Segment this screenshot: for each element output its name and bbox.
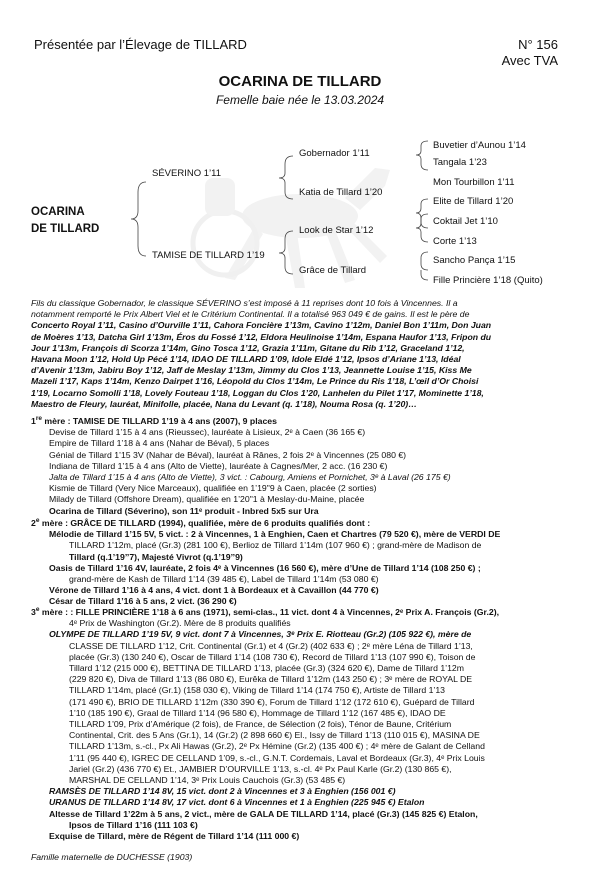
first-dam-heading-num: 1 [31, 415, 36, 426]
intro-line: Maestro de Fleury, lauréat, Minifolle, placée, Nana du Levant (q. 1’18), Nouma Rosa (q. 1’20)… [31, 398, 417, 409]
pedigree-dam: TAMISE DE TILLARD 1’19 [152, 250, 265, 261]
pedigree-dam-sire: Look de Star 1’12 [299, 225, 374, 236]
pedigree-sire-sire: Gobernador 1’11 [299, 148, 370, 159]
sire-intro [31, 298, 567, 410]
intro-line: 1’19, Locarno Somolli 1’18, Lovely Fouteau 1’18, Loggan du Clos 1’20, Lanhelen du Pilet 1’17, Mominette 1’18, [31, 387, 484, 398]
third-dam-produce: Ipsos de Tillard 1’16 (111 103 €) [69, 819, 198, 830]
pedigree-ggp-3: Mon Tourbillon 1’11 [433, 177, 515, 188]
third-dam-produce: OLYMPE DE TILLARD 1’19 5V, 9 vict. dont 7 à Vincennes, 3ᵉ Prix E. Riotteau (Gr.2) (105 922 €), mère de [49, 629, 472, 640]
third-dam-produce: MARSHAL DE CELLAND 1’14, 3ᵉ Prix Louis Cauchois (Gr.3) (53 485 €) [69, 774, 346, 785]
third-dam-produce: Exquise de Tillard, mère de Régent de Tillard 1’14 (111 000 €) [49, 830, 300, 841]
pedigree-dam-dam: Grâce de Tillard [299, 265, 367, 276]
first-dam-heading-text: mère : TAMISE DE TILLARD 1’19 à 4 ans (2007), 9 places [42, 415, 277, 426]
horse-title: OCARINA DE TILLARD [218, 73, 382, 90]
first-dam-produce: Indiana de Tillard 1’15 à 4 ans (Alto de Viette), lauréate à Cagnes/Mer, 2 acc. (16 230 €) [49, 460, 388, 471]
third-dam-produce: 1’11 (95 440 €), IGREC DE CELLAND 1’09, s.-cl., G.N.T. Cordemais, Laval et Bordeaux (Gr.3), 4ᵉ Prix Louis [69, 752, 485, 763]
intro-line: Mazeli 1’17, Kaps 1’14m, Kenzo Dairpet 1’16, Léopold du Clos 1’14m, Le Prince du Ris 1’18, L’œil d’Or Choisi [31, 376, 479, 387]
third-dam-produce: (229 820 €), Diva de Tillard 1’13 (86 080 €), Eurêka de Tillard 1’12m (143 250 €) ; 3ᵉ mère de ROYAL DE [69, 674, 473, 685]
presenter-label: Présentée par l’Élevage de TILLARD [34, 37, 247, 52]
intro-line: Havana Moon 1’12, Hold Up Pécé 1’14, IDAO DE TILLARD 1’09, Idole Eldé 1’12, Ipsos d’Ariane 1’13, Idéal [31, 354, 461, 365]
second-dam-heading-text: mère : GRÂCE DE TILLARD (1994), qualifiée, mère de 6 produits qualifiés dont : [39, 517, 371, 528]
third-dam-produce: TILLARD 1’13m, s.-cl., Px Ali Hawas (Gr.2), 2ᵉ Px Hémine (Gr.2) (135 400 €) ; 4ᵉ mère de Galant de Celland [69, 741, 485, 752]
pedigree-ggp-6: Corte 1’13 [433, 236, 477, 247]
first-dam-produce: Devise de Tillard 1’15 à 4 ans (Rieussec), lauréate à Lisieux, 2ᵉ à Caen (36 165 €) [49, 427, 366, 438]
third-dam-produce: 1’10 (185 190 €), Graal de Tillard 1’14 (96 580 €), Hommage de Tillard 1’12 (167 485 €), IDAO DE [69, 707, 446, 718]
second-dam-section [31, 515, 571, 608]
second-dam-produce: Tillard (q.1’19’’7), Majesté Vivrot (q.1’19’’9) [69, 551, 243, 562]
first-dam-heading [31, 413, 571, 427]
third-dam-heading-num: 3 [31, 606, 36, 617]
third-dam-section [31, 604, 571, 842]
first-dam-produce: Jalta de Tillard 1’15 à 4 ans (Alto de Viette), 3 vict. : Cabourg, Amiens et Pornichet, 3ᵉ à Laval (26 175 €) [49, 471, 451, 482]
third-dam-produce: TILLARD 1’14m, placé (Gr.1) (158 030 €), Viking de Tillard 1’14 (174 750 €), Artiste de Tillard 1’13 [69, 685, 446, 696]
intro-line: de Moères 1’13, Datcha Girl 1’13m, Éros du Fossé 1’12, Eldora Heulinoise 1’14m, Espana Haufor 1’13, Fripon du [31, 331, 492, 342]
second-dam-produce: Oasis de Tillard 1’16 4V, lauréate, 2 fois 4ᵉ à Vincennes (16 560 €), mère d’Une de Tillard 1’14 (108 250 €) ; [49, 562, 481, 573]
second-dam-heading-num: 2 [31, 517, 36, 528]
third-dam-produce: (171 490 €), BRIO DE TILLARD 1’12m (330 390 €), Forum de Tillard 1’12 (172 610 €), Guépard de Tillard [69, 696, 475, 707]
second-dam-produce: Mélodie de Tillard 1’15 5V, 5 vict. : 2 à Vincennes, 1 à Enghien, Caen et Chartres (79 520 €), mère de VERDI DE [49, 529, 501, 540]
third-dam-heading [31, 604, 571, 618]
vat-label: Avec TVA [501, 53, 558, 68]
pedigree-horse-name-line1: OCARINA [31, 206, 85, 218]
pedigree-ggp-5: Coktail Jet 1’10 [433, 216, 498, 227]
third-dam-produce: CLASSE DE TILLARD 1’12, Crit. Continental (Gr.1) et 4 (Gr.2) (402 633 €) ; 2ᵉ mère Léna de Tillard 1’13, [69, 640, 473, 651]
lot-number: N° 156 [518, 37, 558, 52]
pedigree-ggp-4: Elite de Tillard 1’20 [433, 196, 514, 207]
third-dam-produce: Continental, Crit. des 5 Ans (Gr.1), 14 (Gr.2) (2 898 660 €) El., Issy de Tillard 1’13 (110 015 €), MASINA DE [69, 730, 480, 741]
first-dam-produce: Milady de Tillard (Offshore Dream), qualifiée en 1’20"1 à Meslay-du-Maine, placée [49, 494, 365, 505]
pedigree-horse-name-line2: DE TILLARD [31, 223, 100, 235]
first-dam-section [31, 413, 571, 517]
third-dam-produce: Altesse de Tillard 1’22m à 5 ans, 2 vict., mère de GALA DE TILLARD 1’14, placé (Gr.3) (145 825 €) Etalon, [49, 808, 478, 819]
second-dam-heading [31, 515, 571, 529]
second-dam-heading-sup: e [35, 517, 40, 524]
third-dam-produce: placée (Gr.3) (130 240 €), Oscar de Tillard 1’14 (108 730 €), Record de Tillard 1’13 (107 990 €), Toison de [69, 651, 476, 662]
first-dam-heading-sup: re [35, 415, 42, 422]
third-dam-produce: TILLARD 1’09, Prix d’Amérique (2 fois), de France, de Sélection (2 fois), Ténor de Baune, Critérium [69, 718, 452, 729]
third-dam-produce: URANUS DE TILLARD 1’14 8V, 17 vict. dont 6 à Vincennes et 1 à Enghien (225 945 €) Etalon [49, 797, 425, 808]
first-dam-produce: Kismie de Tillard (Very Nice Marceaux), qualifiée en 1’19"9 à Caen, placée (2 sorties) [49, 483, 377, 494]
pedigree-ggp-2: Tangala 1’23 [433, 157, 487, 168]
second-dam-produce: César de Tillard 1’16 à 5 ans, 2 vict. (36 290 €) [49, 596, 237, 607]
pedigree-ggp-1: Buvetier d’Aunou 1’14 [433, 140, 526, 151]
first-dam-produce: Génial de Tillard 1’15 3V (Nahar de Béval), lauréat à Rânes, 2 fois 2ᵉ à Vincennes (25 080 €) [49, 449, 407, 460]
second-dam-produce: grand-mère de Kash de Tillard 1’14 (39 485 €), Label de Tillard 1’14m (53 080 €) [69, 573, 379, 584]
intro-line: Fils du classique Gobernador, le classique SÉVERINO s’est imposé à 11 reprises dont 10 fois à Vincennes. Il a [31, 298, 458, 308]
third-dam-produce: Tillard 1’12 (215 000 €), BETTINA DE TILLARD 1’13, placée (Gr.3) (324 620 €), Dame de Tillard 1’12m [69, 662, 464, 673]
third-dam-heading-text: mère : : FILLE PRINCIÈRE 1’18 à 6 ans (1971), semi-clas., 11 vict. dont 4 à Vincennes, 2ᵉ Prix A. François (Gr.2), [39, 606, 500, 617]
first-dam-produce: Empire de Tillard 1’18 à 4 ans (Nahar de Béval), 5 places [49, 438, 270, 449]
third-dam-heading-line2: 4ᵉ Prix de Washington (Gr.2). Mère de 8 produits qualifiés [69, 618, 291, 629]
pedigree-horse-name [31, 204, 99, 238]
intro-line: notamment remporté le Prix Albert Viel et le Critérium Continental. Il a totalisé 963 049 € de gains. Il est le père de [31, 309, 470, 320]
intro-line: Concerto Royal 1’11, Casino d’Ourville 1’11, Cahora Foncière 1’13m, Cavino 1’12m, Daniel Bon 1’11m, Don Juan [31, 320, 492, 331]
intro-line: Jour 1’13m, François di Scorza 1’14m, Gino Tosca 1’12, Grazia 1’11m, Gitane du Rib 1’12, Graceland 1’12, [31, 342, 465, 353]
second-dam-produce: TILLARD 1’12m, placé (Gr.3) (281 100 €), Berlioz de Tillard 1’14m (107 960 €) ; grand-mère de Madison de [69, 540, 482, 551]
third-dam-produce: Jariel (Gr.2) (436 770 €) Et., JAMBIER D’OURVILLE 1’13, s.-cl. 4ᵉ Px Paul Karle (Gr.2) (130 865 €), [69, 763, 452, 774]
first-dam-produce: Ocarina de Tillard (Séverino), son 11ᵉ produit - Inbred 5x5 sur Ura [49, 505, 319, 516]
intro-line: d’Avenir 1’13m, Jabiru Boy 1’12, Jaff de Meslay 1’13m, Jimmy du Clos 1’13, Jeannette Louise 1’15, Kiss Me [31, 365, 472, 376]
second-dam-produce: Vérone de Tillard 1’16 à 4 ans, 4 vict. dont 1 à Bordeaux et à Cavaillon (44 770 €) [49, 585, 379, 596]
pedigree-sire-dam: Katia de Tillard 1’20 [299, 187, 383, 198]
maternal-family: Famille maternelle de DUCHESSE (1903) [31, 852, 193, 862]
pedigree-ggp-8: Fille Princière 1’18 (Quito) [433, 275, 543, 286]
horse-description: Femelle baie née le 13.03.2024 [215, 93, 385, 107]
pedigree-sire: SÉVERINO 1’11 [152, 168, 221, 179]
third-dam-produce: RAMSÈS DE TILLARD 1’14 8V, 15 vict. dont 2 à Vincennes et 3 à Enghien (156 001 €) [49, 786, 396, 797]
pedigree-ggp-7: Sancho Pança 1’15 [433, 255, 516, 266]
third-dam-heading-sup: e [35, 606, 40, 613]
